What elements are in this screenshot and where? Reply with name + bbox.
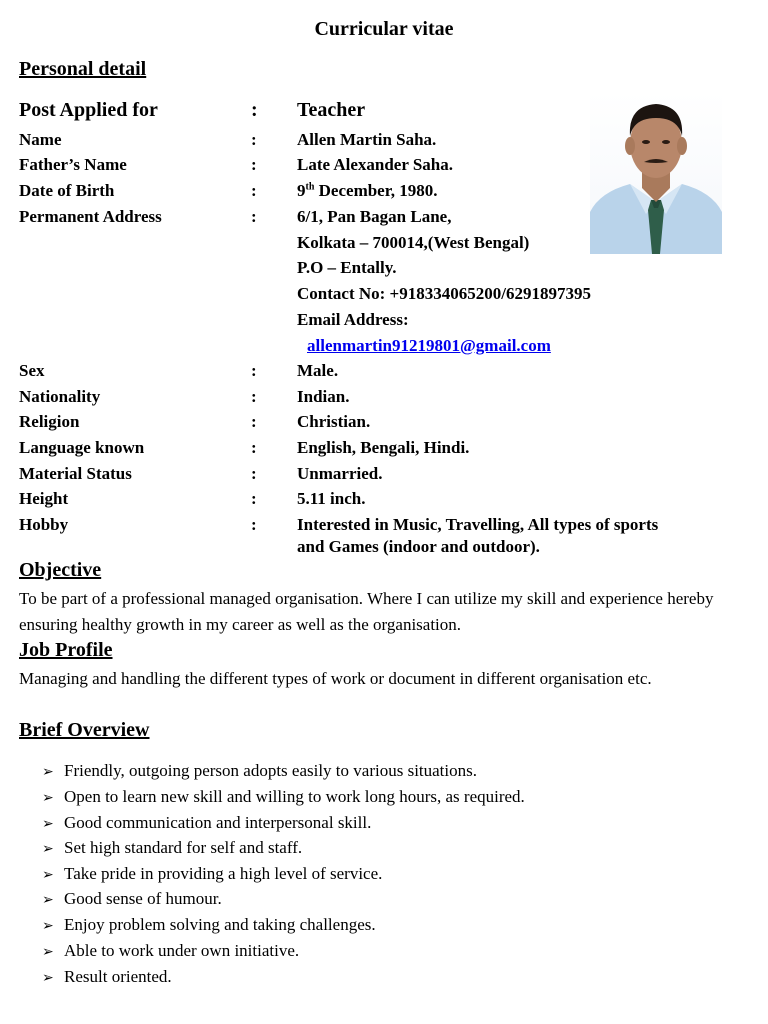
arrow-bullet-icon: ➢ <box>42 892 54 908</box>
row-colon: : <box>251 181 257 200</box>
address-line: Kolkata – 700014,(West Bengal) <box>297 233 530 252</box>
row-value: Indian. <box>297 387 350 406</box>
row-label: Post Applied for <box>19 99 158 121</box>
row-value: Interested in Music, Travelling, All types of sports <box>297 515 659 534</box>
arrow-bullet-icon: ➢ <box>42 918 54 934</box>
list-item-text: Good sense of humour. <box>64 889 222 908</box>
row-colon: : <box>251 130 257 149</box>
row-label: Nationality <box>19 387 101 406</box>
row-colon: : <box>251 438 257 457</box>
row-nationality <box>19 387 749 413</box>
arrow-bullet-icon: ➢ <box>42 816 54 832</box>
row-label: Language known <box>19 438 145 457</box>
row-value: Teacher <box>297 99 366 121</box>
list-item-text: Take pride in providing a high level of service. <box>64 864 383 883</box>
job-profile-heading: Job Profile <box>19 639 113 661</box>
dob-rest: December, 1980. <box>314 181 438 200</box>
row-religion <box>19 412 749 438</box>
row-colon: : <box>251 464 257 483</box>
row-sex <box>19 361 749 387</box>
arrow-bullet-icon: ➢ <box>42 841 54 857</box>
row-label: Height <box>19 489 69 508</box>
row-label: Sex <box>19 361 45 380</box>
address-line: P.O – Entally. <box>297 258 397 277</box>
brief-overview-heading: Brief Overview <box>19 719 150 741</box>
row-colon: : <box>251 387 257 406</box>
email-label: Email Address: <box>297 310 409 329</box>
list-item-text: Result oriented. <box>64 967 172 986</box>
list-item-text: Good communication and interpersonal skill. <box>64 813 372 832</box>
row-colon: : <box>251 361 257 380</box>
page-title: Curricular vitae <box>314 18 454 40</box>
row-marital-status <box>19 464 749 490</box>
list-item <box>42 787 525 807</box>
objective-heading: Objective <box>19 559 102 581</box>
row-label: Hobby <box>19 515 69 534</box>
profile-photo <box>590 92 722 254</box>
arrow-bullet-icon: ➢ <box>42 944 54 960</box>
job-profile-text: Managing and handling the different types of work or document in different organisation etc. <box>19 669 652 688</box>
email-link[interactable]: allenmartin91219801@gmail.com <box>307 336 551 355</box>
row-label: Date of Birth <box>19 181 115 200</box>
row-colon: : <box>251 155 257 174</box>
row-value: Late Alexander Saha. <box>297 155 454 174</box>
list-item <box>42 813 371 833</box>
row-value: English, Bengali, Hindi. <box>297 438 470 457</box>
list-item <box>42 761 477 781</box>
list-item-text: Friendly, outgoing person adopts easily to various situations. <box>64 761 477 780</box>
personal-detail-heading: Personal detail <box>19 58 147 80</box>
list-item-text: Able to work under own initiative. <box>64 941 300 960</box>
list-item <box>42 864 382 884</box>
objective-text: To be part of a professional managed organisation. Where I can utilize my skill and experience hereby ensuring healthy growth in my career as well as the organisation. <box>19 589 714 634</box>
row-hobby <box>19 515 749 561</box>
arrow-bullet-icon: ➢ <box>42 790 54 806</box>
row-value: 6/1, Pan Bagan Lane, <box>297 207 452 226</box>
row-language <box>19 438 749 464</box>
row-value-continued: and Games (indoor and outdoor). <box>297 537 540 556</box>
person-photo-icon <box>590 92 722 254</box>
list-item-text: Open to learn new skill and willing to work long hours, as required. <box>64 787 525 806</box>
row-value: Unmarried. <box>297 464 383 483</box>
list-item <box>42 967 172 987</box>
list-item <box>42 889 222 909</box>
row-value: Male. <box>297 361 339 380</box>
row-colon: : <box>251 489 257 508</box>
row-colon: : <box>251 207 257 226</box>
row-value: 5.11 inch. <box>297 489 366 508</box>
row-label: Religion <box>19 412 80 431</box>
arrow-bullet-icon: ➢ <box>42 970 54 986</box>
row-value <box>297 181 437 201</box>
row-colon: : <box>251 412 257 431</box>
list-item <box>42 838 302 858</box>
contact-line: Contact No: +918334065200/6291897395 <box>297 284 591 303</box>
row-colon: : <box>251 99 258 121</box>
row-value: Allen Martin Saha. <box>297 130 437 149</box>
row-label: Material Status <box>19 464 132 483</box>
row-height <box>19 489 749 515</box>
list-item-text: Enjoy problem solving and taking challenges. <box>64 915 376 934</box>
dob-suffix: th <box>305 181 315 193</box>
list-item-text: Set high standard for self and staff. <box>64 838 303 857</box>
dob-day: 9 <box>297 181 306 200</box>
row-colon: : <box>251 515 257 534</box>
row-label: Permanent Address <box>19 207 162 226</box>
list-item <box>42 915 376 935</box>
arrow-bullet-icon: ➢ <box>42 764 54 780</box>
arrow-bullet-icon: ➢ <box>42 867 54 883</box>
row-label: Father’s Name <box>19 155 127 174</box>
row-label: Name <box>19 130 62 149</box>
row-value: Christian. <box>297 412 371 431</box>
list-item <box>42 941 299 961</box>
